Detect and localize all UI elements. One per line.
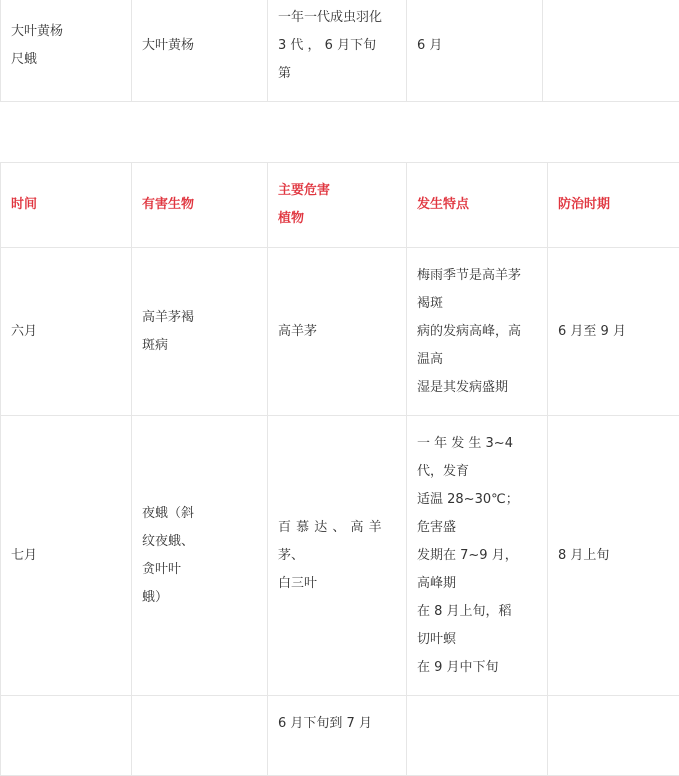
cell-organism: 大叶黄杨 <box>132 0 268 102</box>
cell-line: 高峰期 <box>417 570 537 598</box>
table-row <box>1 0 679 102</box>
header-line: 主要危害 <box>278 177 396 205</box>
cell-line: 切叶螟 <box>417 626 537 654</box>
table-row <box>1 696 679 776</box>
cell-line: 发期在 7~9 月， <box>417 542 537 570</box>
pest-control-table <box>0 162 679 776</box>
cell-line: 温高 <box>417 346 537 374</box>
cell-line: 湿是其发病盛期 <box>417 374 537 402</box>
table-row <box>1 248 679 416</box>
cell-feature <box>407 416 548 696</box>
cell-feature <box>407 248 548 416</box>
pest-table-top <box>0 0 679 102</box>
cell-time: 六月 <box>1 248 132 416</box>
header-period: 防治时期 <box>548 163 679 248</box>
table-header-row <box>1 163 679 248</box>
cell-line: 白三叶 <box>278 570 396 598</box>
header-plant <box>268 163 407 248</box>
cell-plant <box>268 416 407 696</box>
cell-feature <box>407 696 548 776</box>
cell-line: 斑病 <box>142 332 257 360</box>
cell-line: 一 年 发 生 3~4 <box>417 430 537 458</box>
header-organism: 有害生物 <box>132 163 268 248</box>
cell-line: 高羊茅 <box>278 318 396 346</box>
header-time: 时间 <box>1 163 132 248</box>
cell-line: 代，发育 <box>417 458 537 486</box>
cell-line: 褐斑 <box>417 290 537 318</box>
cell-plant <box>268 248 407 416</box>
cell-period <box>543 0 679 102</box>
cell-line: 百 慕 达 、 高 羊 <box>278 514 396 542</box>
cell-organism <box>132 416 268 696</box>
cell-plant <box>268 696 407 776</box>
cell-line: 梅雨季节是高羊茅 <box>417 262 537 290</box>
cell-line: 夜蛾（斜 <box>142 500 257 528</box>
cell-line: 病的发病高峰，高 <box>417 318 537 346</box>
table-row <box>1 416 679 696</box>
cell-organism <box>132 248 268 416</box>
cell-line: 贪叶叶 <box>142 556 257 584</box>
cell-period <box>548 696 679 776</box>
header-feature: 发生特点 <box>407 163 548 248</box>
cell-line: 6 月下旬到 7 月 <box>278 710 396 738</box>
cell-line: 高羊茅褐 <box>142 304 257 332</box>
cell-line: 适温 28~30℃； <box>417 486 537 514</box>
cell-line: 尺蛾 <box>11 46 121 74</box>
cell-line: 一年一代成虫羽化 <box>278 4 396 32</box>
cell-line: 危害盛 <box>417 514 537 542</box>
cell-line: 在 9 月中下旬 <box>417 654 537 682</box>
cell-feature: 6 月 <box>407 0 543 102</box>
cell-period: 6 月至 9 月 <box>548 248 679 416</box>
cell-line: 蛾） <box>142 584 257 612</box>
cell-time <box>1 696 132 776</box>
cell-line: 3 代 ， 6 月下旬 <box>278 32 396 60</box>
cell-time: 七月 <box>1 416 132 696</box>
cell-organism <box>132 696 268 776</box>
cell-line: 茅、 <box>278 542 396 570</box>
cell-line: 大叶黄杨 <box>11 18 121 46</box>
cell-line: 第 <box>278 60 396 88</box>
cell-time <box>1 0 132 102</box>
cell-plant <box>268 0 407 102</box>
cell-period: 8 月上旬 <box>548 416 679 696</box>
cell-line: 在 8 月上旬，稻 <box>417 598 537 626</box>
cell-line: 纹夜蛾、 <box>142 528 257 556</box>
header-line: 植物 <box>278 205 396 233</box>
